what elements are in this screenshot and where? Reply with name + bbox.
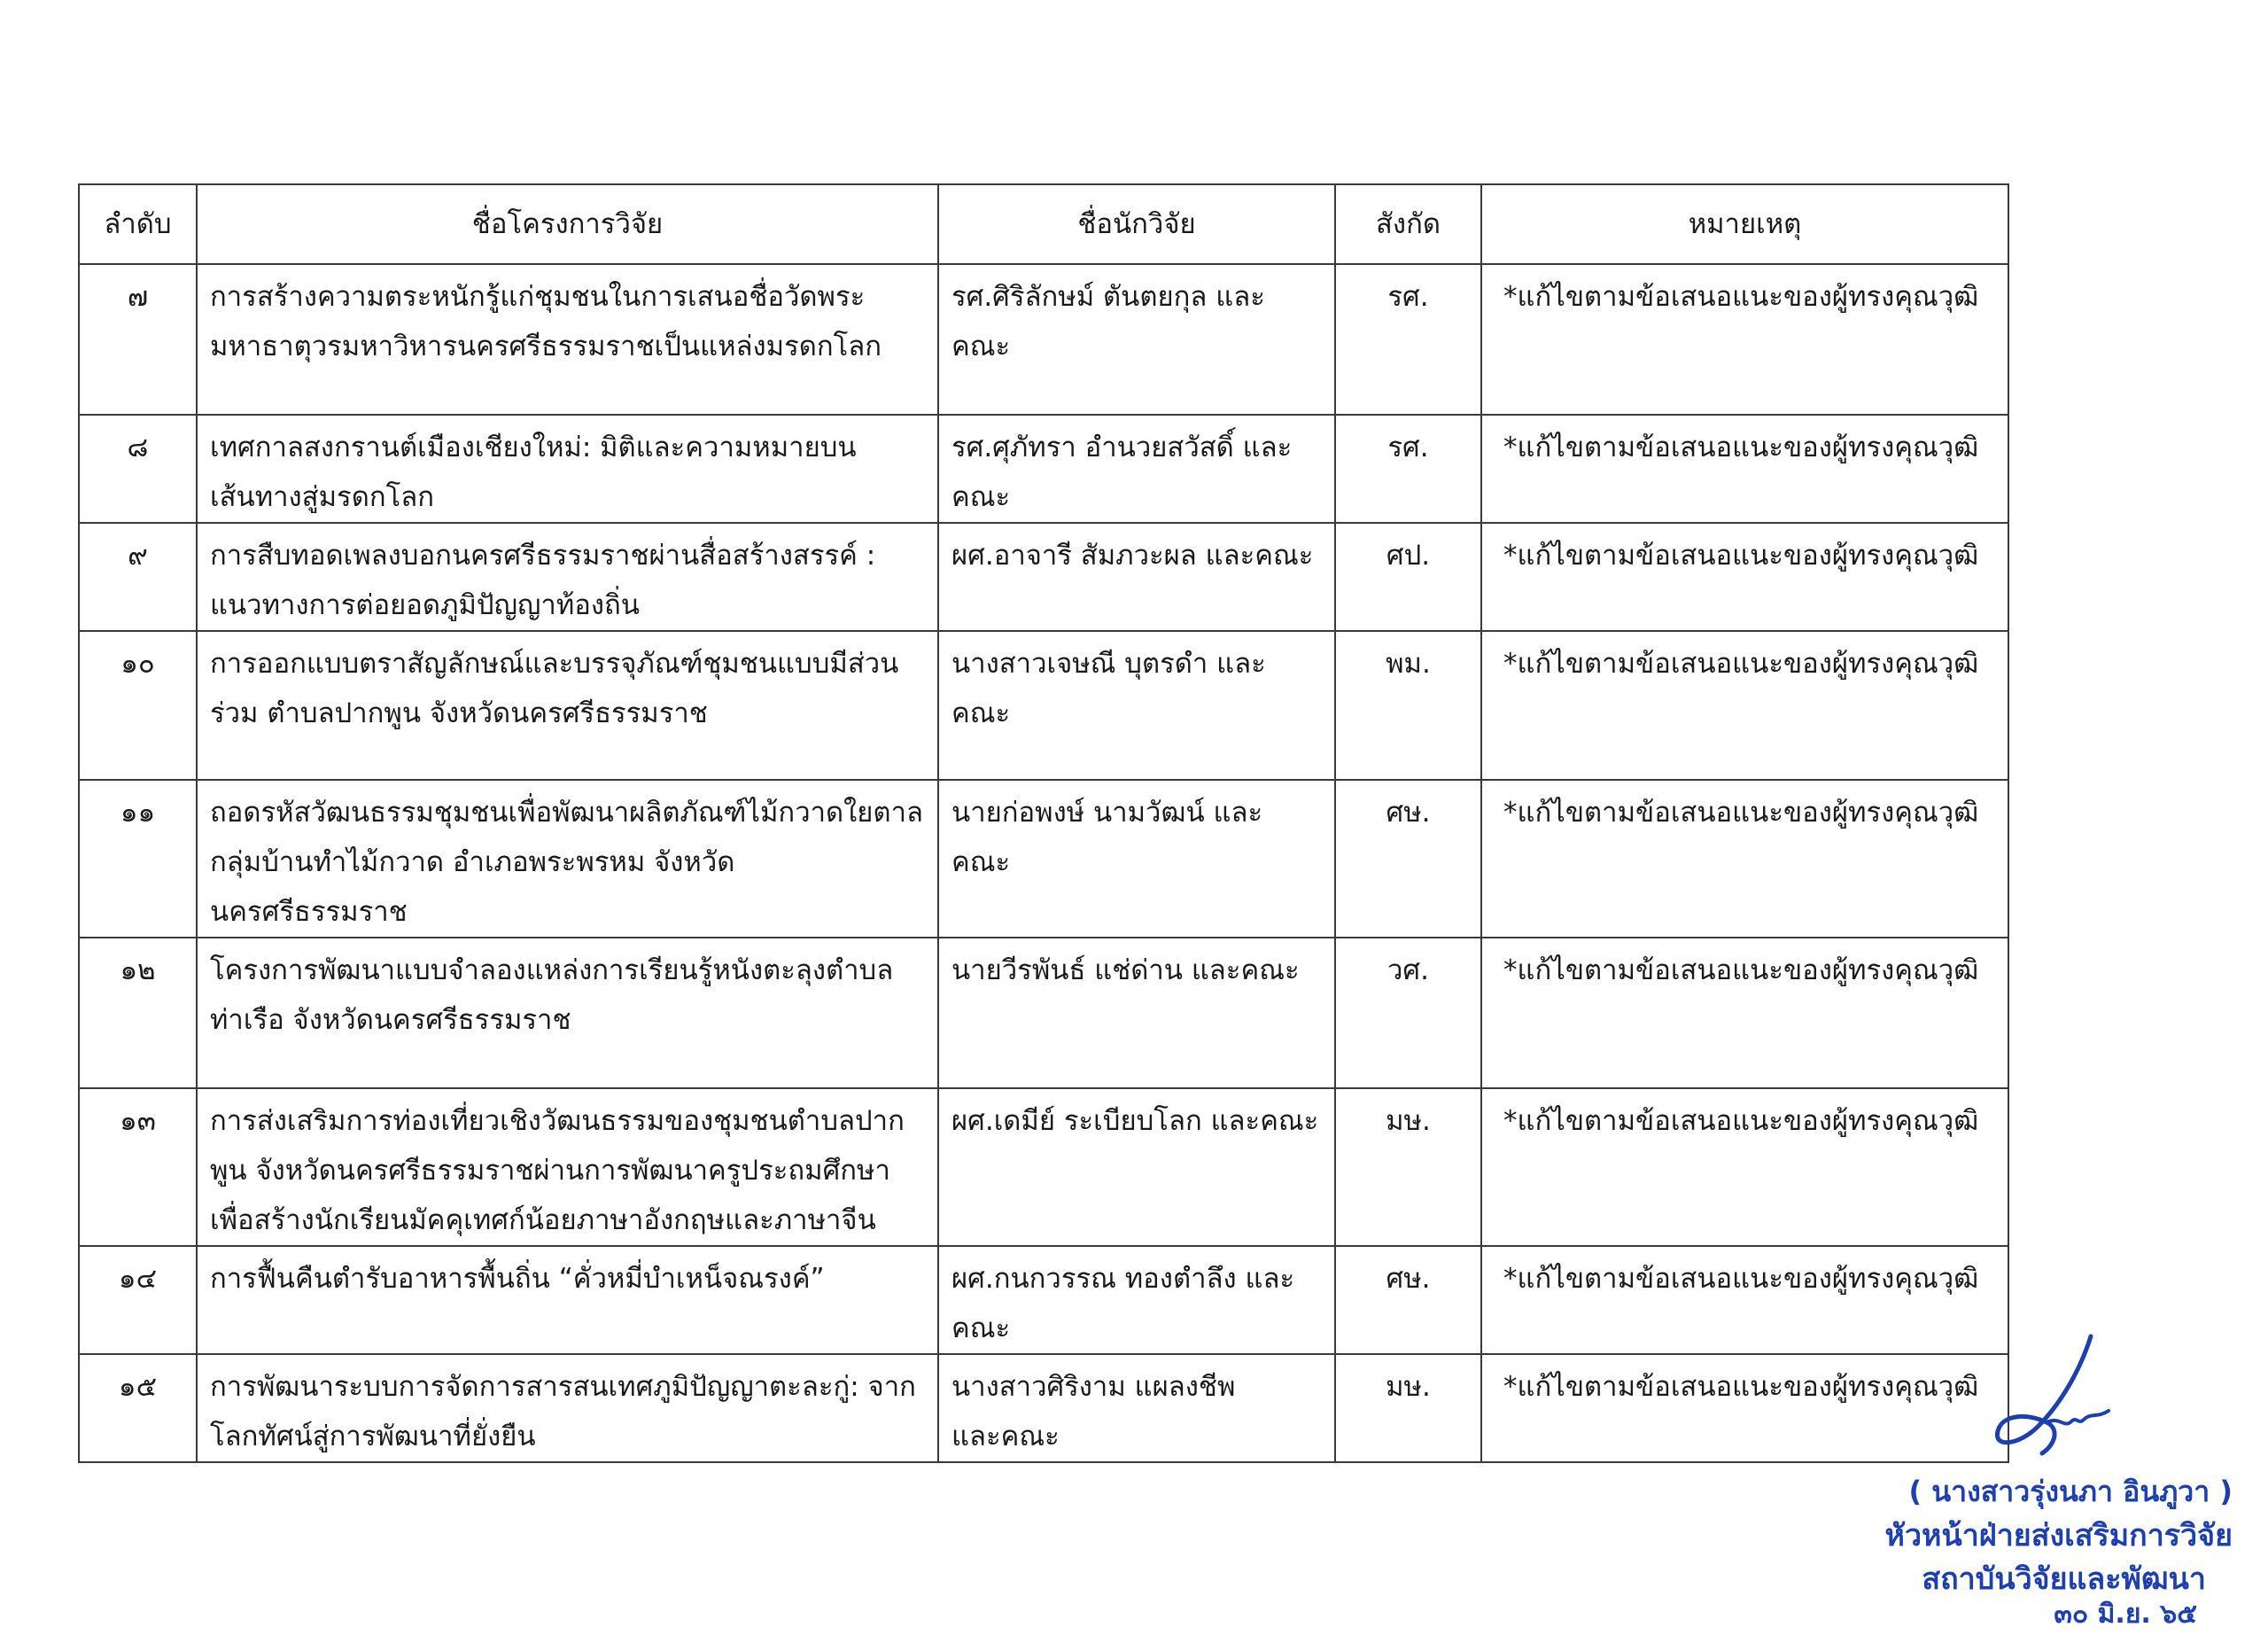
affiliation: มษ. bbox=[1386, 1371, 1431, 1403]
table-header-row bbox=[79, 184, 2008, 264]
project-name-cell bbox=[197, 631, 938, 780]
researcher-name-cell bbox=[938, 631, 1335, 780]
research-project-table bbox=[78, 183, 2009, 1463]
row-number: ๑๔ bbox=[118, 1263, 158, 1295]
remark-cell bbox=[1481, 1088, 2008, 1246]
row-number: ๑๐ bbox=[120, 648, 155, 680]
row-number: ๑๒ bbox=[120, 954, 156, 986]
project-name: ถอดรหัสวัฒนธรรมชุมชนเพื่อพัฒนาผลิตภัณฑ์ไม้กวาดใยตาล กลุ่มบ้านทำไม้กวาด อำเภอพระพรหม จังหวัด นครศรีธรรมราช bbox=[210, 797, 923, 928]
affiliation: รศ. bbox=[1387, 281, 1429, 313]
remark-cell bbox=[1481, 780, 2008, 938]
signature-block bbox=[1825, 1329, 2233, 1630]
researcher-name-cell bbox=[938, 1246, 1335, 1354]
researcher-name: ผศ.อาจารี สัมภวะผล และคณะ bbox=[951, 540, 1314, 572]
project-name-cell bbox=[197, 264, 938, 415]
researcher-name-cell bbox=[938, 523, 1335, 631]
researcher-name: นางสาวเจษณี บุตรดำ และคณะ bbox=[951, 648, 1266, 729]
remark-cell bbox=[1481, 264, 2008, 415]
row-number: ๑๑ bbox=[120, 797, 156, 829]
table-row bbox=[79, 415, 2008, 523]
remark: *แก้ไขตามข้อเสนอแนะของผู้ทรงคุณวุฒิ bbox=[1503, 432, 1979, 463]
row-number: ๑๓ bbox=[120, 1105, 156, 1137]
remark-cell bbox=[1481, 631, 2008, 780]
row-number-cell bbox=[79, 631, 197, 780]
affiliation: ศป. bbox=[1386, 540, 1431, 572]
affiliation: ศษ. bbox=[1386, 797, 1431, 829]
table-row bbox=[79, 1088, 2008, 1246]
remark: *แก้ไขตามข้อเสนอแนะของผู้ทรงคุณวุฒิ bbox=[1503, 540, 1979, 572]
affiliation-cell bbox=[1335, 1246, 1481, 1354]
affiliation: มษ. bbox=[1386, 1105, 1431, 1137]
remark-cell bbox=[1481, 938, 2008, 1088]
researcher-name: ผศ.เดมีย์ ระเบียบโลก และคณะ bbox=[951, 1105, 1319, 1137]
header-researcher: ชื่อนักวิจัย bbox=[938, 184, 1335, 264]
affiliation: พม. bbox=[1386, 648, 1431, 680]
row-number: ๘ bbox=[127, 432, 149, 463]
project-name: การส่งเสริมการท่องเที่ยวเชิงวัฒนธรรมของชุมชนตำบลปาก พูน จังหวัดนครศรีธรรมราชผ่านการพัฒนาครูประถมศึกษา เพื่อสร้างนักเรียนมัคคุเทศก์น้อยภาษาอังกฤษและภาษาจีน bbox=[210, 1105, 905, 1236]
researcher-name: นายก่อพงษ์ นามวัฒน์ และ คณะ bbox=[951, 797, 1263, 878]
researcher-name: ผศ.กนกวรรณ ทองตำลึง และ คณะ bbox=[951, 1263, 1295, 1344]
project-name: การฟื้นคืนตำรับอาหารพื้นถิ่น “คั่วหมี่บำเหน็จณรงค์” bbox=[210, 1263, 825, 1295]
remark: *แก้ไขตามข้อเสนอแนะของผู้ทรงคุณวุฒิ bbox=[1503, 1371, 1979, 1403]
remark: *แก้ไขตามข้อเสนอแนะของผู้ทรงคุณวุฒิ bbox=[1503, 1105, 1979, 1137]
researcher-name: นางสาวศิริงาม แผลงชีพ และคณะ bbox=[951, 1371, 1236, 1452]
researcher-name: รศ.ศุภัทรา อำนวยสวัสดิ์ และ คณะ bbox=[951, 432, 1293, 513]
header-order: ลำดับ bbox=[79, 184, 197, 264]
row-number-cell bbox=[79, 938, 197, 1088]
table-row bbox=[79, 1246, 2008, 1354]
researcher-name: นายวีรพันธ์ แช่ด่าน และคณะ bbox=[951, 954, 1300, 986]
table-row bbox=[79, 631, 2008, 780]
signatory-name: ( นางสาวรุ่งนภา อินภูวา ) bbox=[1908, 1475, 2233, 1508]
row-number: ๗ bbox=[127, 281, 149, 313]
researcher-name-cell bbox=[938, 1354, 1335, 1462]
project-name: การพัฒนาระบบการจัดการสารสนเทศภูมิปัญญาตะละกู่: จาก โลกทัศน์สู่การพัฒนาที่ยั่งยืน bbox=[210, 1371, 916, 1452]
affiliation-cell bbox=[1335, 264, 1481, 415]
remark: *แก้ไขตามข้อเสนอแนะของผู้ทรงคุณวุฒิ bbox=[1503, 648, 1979, 680]
table-row bbox=[79, 523, 2008, 631]
signatory-title: หัวหน้าฝ่ายส่งเสริมการวิจัย bbox=[1884, 1518, 2233, 1553]
header-project: ชื่อโครงการวิจัย bbox=[197, 184, 938, 264]
project-name: การออกแบบตราสัญลักษณ์และบรรจุภัณฑ์ชุมชนแบบมีส่วน ร่วม ตำบลปากพูน จังหวัดนครศรีธรรมราช bbox=[210, 648, 899, 729]
table-body bbox=[79, 264, 2008, 1462]
researcher-name-cell bbox=[938, 415, 1335, 523]
remark-cell bbox=[1481, 523, 2008, 631]
row-number-cell bbox=[79, 1088, 197, 1246]
remark: *แก้ไขตามข้อเสนอแนะของผู้ทรงคุณวุฒิ bbox=[1503, 1263, 1979, 1295]
affiliation-cell bbox=[1335, 631, 1481, 780]
researcher-name-cell bbox=[938, 780, 1335, 938]
row-number-cell bbox=[79, 264, 197, 415]
project-name-cell bbox=[197, 1088, 938, 1246]
affiliation-cell bbox=[1335, 780, 1481, 938]
project-name-cell bbox=[197, 415, 938, 523]
row-number-cell bbox=[79, 1354, 197, 1462]
project-name-cell bbox=[197, 938, 938, 1088]
row-number-cell bbox=[79, 415, 197, 523]
project-name: เทศกาลสงกรานต์เมืองเชียงใหม่: มิติและความหมายบน เส้นทางสู่มรดกโลก bbox=[210, 432, 857, 513]
affiliation-cell bbox=[1335, 1088, 1481, 1246]
signature-date: ๓๐ มิ.ย. ๖๕ bbox=[2054, 1599, 2197, 1630]
researcher-name-cell bbox=[938, 1088, 1335, 1246]
remark-cell bbox=[1481, 415, 2008, 523]
researcher-name: รศ.ศิริลักษม์ ตันตยกุล และคณะ bbox=[951, 281, 1265, 362]
row-number-cell bbox=[79, 523, 197, 631]
handwritten-signature bbox=[1958, 1329, 2135, 1462]
affiliation: ศษ. bbox=[1386, 1263, 1431, 1295]
affiliation: วศ. bbox=[1387, 954, 1429, 986]
project-name-cell bbox=[197, 523, 938, 631]
affiliation-cell bbox=[1335, 415, 1481, 523]
researcher-name-cell bbox=[938, 264, 1335, 415]
project-name-cell bbox=[197, 780, 938, 938]
header-affiliation: สังกัด bbox=[1335, 184, 1481, 264]
header-remark: หมายเหตุ bbox=[1481, 184, 2008, 264]
signatory-organization: สถาบันวิจัยและพัฒนา bbox=[1922, 1561, 2206, 1597]
affiliation: รศ. bbox=[1387, 432, 1429, 463]
remark: *แก้ไขตามข้อเสนอแนะของผู้ทรงคุณวุฒิ bbox=[1503, 797, 1979, 829]
table-row bbox=[79, 1354, 2008, 1462]
affiliation-cell bbox=[1335, 1354, 1481, 1462]
remark: *แก้ไขตามข้อเสนอแนะของผู้ทรงคุณวุฒิ bbox=[1503, 281, 1979, 313]
row-number: ๙ bbox=[128, 540, 148, 572]
project-name-cell bbox=[197, 1246, 938, 1354]
table-row bbox=[79, 780, 2008, 938]
project-name: การสร้างความตระหนักรู้แก่ชุมชนในการเสนอชื่อวัดพระ มหาธาตุวรมหาวิหารนครศรีธรรมราชเป็นแหล่งมรดกโลก bbox=[210, 281, 882, 362]
researcher-name-cell bbox=[938, 938, 1335, 1088]
row-number-cell bbox=[79, 780, 197, 938]
remark: *แก้ไขตามข้อเสนอแนะของผู้ทรงคุณวุฒิ bbox=[1503, 954, 1979, 986]
table-row bbox=[79, 264, 2008, 415]
row-number-cell bbox=[79, 1246, 197, 1354]
project-name: การสืบทอดเพลงบอกนครศรีธรรมราชผ่านสื่อสร้างสรรค์ : แนวทางการต่อยอดภูมิปัญญาท้องถิ่น bbox=[210, 540, 876, 621]
affiliation-cell bbox=[1335, 938, 1481, 1088]
project-name-cell bbox=[197, 1354, 938, 1462]
project-name: โครงการพัฒนาแบบจำลองแหล่งการเรียนรู้หนังตะลุงตำบล ท่าเรือ จังหวัดนครศรีธรรมราช bbox=[210, 954, 894, 1036]
row-number: ๑๕ bbox=[118, 1371, 158, 1403]
affiliation-cell bbox=[1335, 523, 1481, 631]
table-row bbox=[79, 938, 2008, 1088]
